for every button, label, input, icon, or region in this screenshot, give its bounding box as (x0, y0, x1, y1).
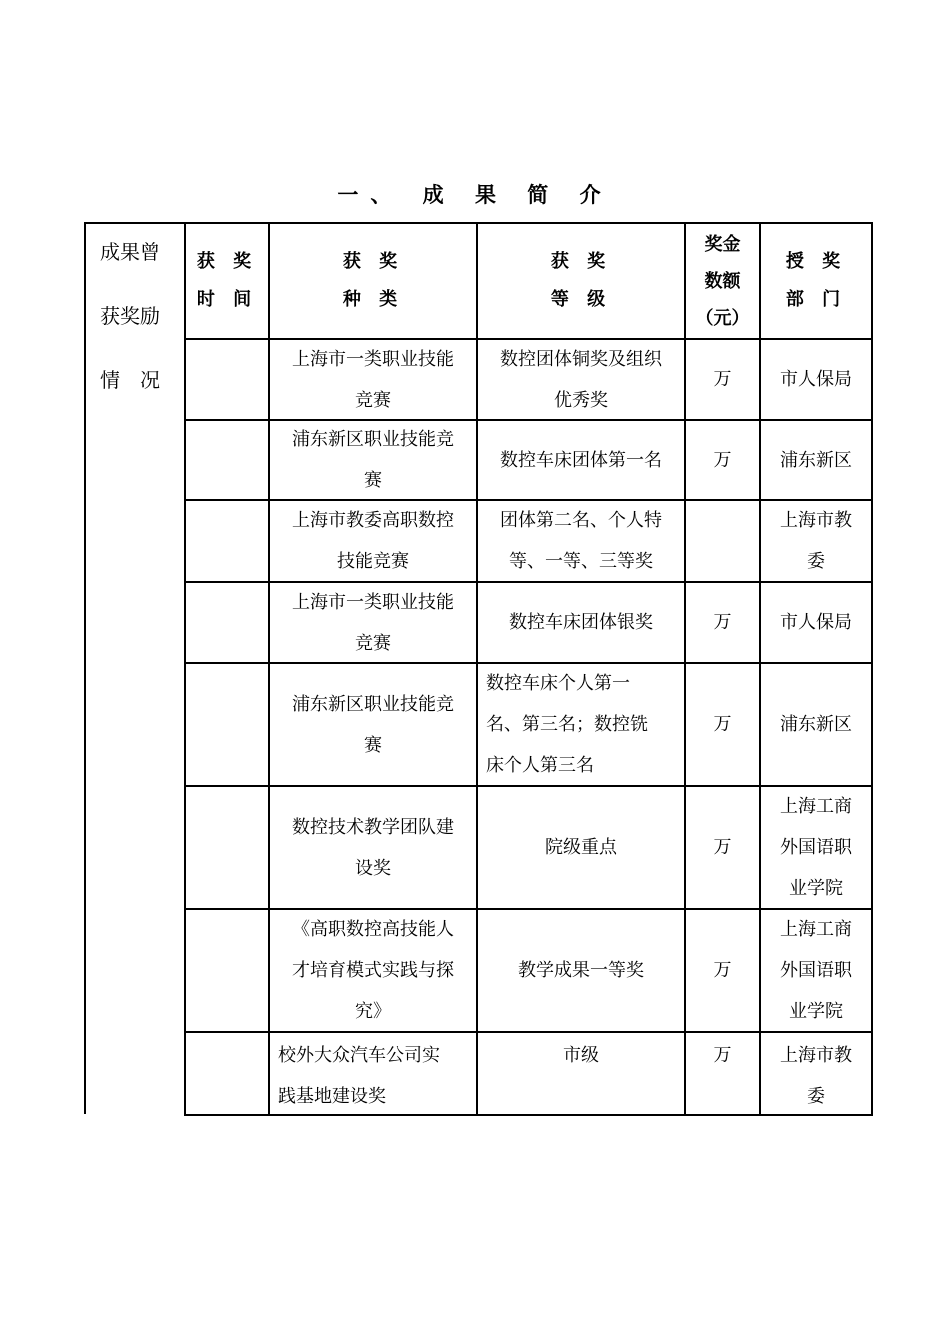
row-5-amount-text: 万 (713, 714, 732, 735)
row-5-dept-text: 浦东新区 (780, 714, 852, 735)
row-1-kind (270, 340, 476, 419)
row-3-kind-text: 上海市教委高职数控 技能竞赛 (292, 510, 454, 572)
row-8-kind (270, 1033, 476, 1114)
row-1-time (186, 340, 268, 419)
row-8-time (186, 1033, 268, 1114)
row-8-dept (761, 1033, 871, 1114)
row-2-amount-text: 万 (713, 449, 732, 471)
header-grade-text: 获 奖 等 级 (550, 251, 612, 310)
row-4-kind-text: 上海市一类职业技能 竞赛 (292, 591, 454, 654)
row-8-grade (478, 1033, 684, 1114)
row-5-grade (478, 664, 684, 785)
row-6-grade (478, 787, 684, 908)
row-5-time (186, 664, 268, 785)
row-1-dept-text: 市人保局 (780, 369, 852, 390)
table-border-left (84, 222, 86, 1114)
row-3-dept-text: 上海市教 委 (780, 510, 852, 572)
row-5-grade-text: 数控车床个人第一 名、第三名；数控铣 床个人第三名 (486, 673, 648, 776)
row-3-time (186, 501, 268, 581)
header-dept-text: 授 奖 部 门 (785, 251, 847, 310)
row-1-kind-text: 上海市一类职业技能 竞赛 (292, 348, 454, 411)
row-8-dept-text: 上海市教 委 (780, 1045, 852, 1107)
row-7-kind (270, 910, 476, 1031)
header-time (186, 224, 268, 338)
row-7-dept (761, 910, 871, 1031)
header-time-text: 获 奖 时 间 (196, 251, 258, 310)
row-1-amount-text: 万 (713, 369, 732, 390)
row-2-grade-text: 数控车床团体第一名 (500, 449, 662, 471)
row-7-grade-text: 教学成果一等奖 (518, 960, 644, 981)
header-kind-text: 获 奖 种 类 (342, 251, 404, 310)
row-4-time (186, 583, 268, 662)
row-4-grade (478, 583, 684, 662)
page-title: 一、 成 果 简 介 (337, 183, 613, 207)
row-7-time (186, 910, 268, 1031)
row-3-kind (270, 501, 476, 581)
row-8-grade-text: 市级 (563, 1045, 599, 1066)
row-4-amount (686, 583, 759, 662)
row-6-amount (686, 787, 759, 908)
row-8-amount-text: 万 (713, 1045, 732, 1066)
row-6-dept-text: 上海工商 外国语职 业学院 (780, 796, 852, 899)
row-2-time (186, 421, 268, 499)
row-4-amount-text: 万 (713, 612, 732, 633)
row-3-grade (478, 501, 684, 581)
row-2-dept (761, 421, 871, 499)
row-4-dept (761, 583, 871, 662)
row-2-kind (270, 421, 476, 499)
row-8-kind-text: 校外大众汽车公司实 践基地建设奖 (278, 1045, 440, 1107)
row-2-kind-text: 浦东新区职业技能竞 赛 (292, 429, 454, 491)
row-2-dept-text: 浦东新区 (780, 449, 852, 471)
row-1-amount (686, 340, 759, 419)
row-7-kind-text: 《高职数控高技能人 才培育模式实践与探 究》 (292, 919, 454, 1022)
header-grade (478, 224, 684, 338)
row-8-amount (686, 1033, 759, 1114)
row-6-amount-text: 万 (713, 837, 732, 858)
row-7-grade (478, 910, 684, 1031)
row-5-kind (270, 664, 476, 785)
row-6-kind-text: 数控技术教学团队建 设奖 (292, 816, 454, 879)
header-amount (686, 224, 759, 338)
row-5-kind-text: 浦东新区职业技能竞 赛 (292, 693, 454, 756)
row-1-dept (761, 340, 871, 419)
row-2-amount (686, 421, 759, 499)
row-4-dept-text: 市人保局 (780, 612, 852, 633)
row-6-grade-text: 院级重点 (545, 837, 617, 858)
row-2-grade (478, 421, 684, 499)
row-1-grade-text: 数控团体铜奖及组织 优秀奖 (500, 348, 662, 411)
row-5-amount (686, 664, 759, 785)
table-column-divider (871, 222, 873, 1116)
row-5-dept (761, 664, 871, 785)
row-1-grade (478, 340, 684, 419)
row-3-amount (686, 501, 759, 581)
header-dept (761, 224, 871, 338)
row-7-amount-text: 万 (713, 960, 732, 981)
row-3-dept (761, 501, 871, 581)
header-kind (270, 224, 476, 338)
row-7-amount (686, 910, 759, 1031)
row-6-kind (270, 787, 476, 908)
row-6-dept (761, 787, 871, 908)
row-4-grade-text: 数控车床团体银奖 (509, 612, 653, 633)
side-label: 成果曾 获奖励 情 况 (100, 240, 160, 392)
header-amount-text: 奖金 数额 （元） (695, 233, 750, 329)
row-3-grade-text: 团体第二名、个人特 等、一等、三等奖 (500, 510, 662, 572)
row-6-time (186, 787, 268, 908)
row-7-dept-text: 上海工商 外国语职 业学院 (780, 919, 852, 1022)
row-4-kind (270, 583, 476, 662)
